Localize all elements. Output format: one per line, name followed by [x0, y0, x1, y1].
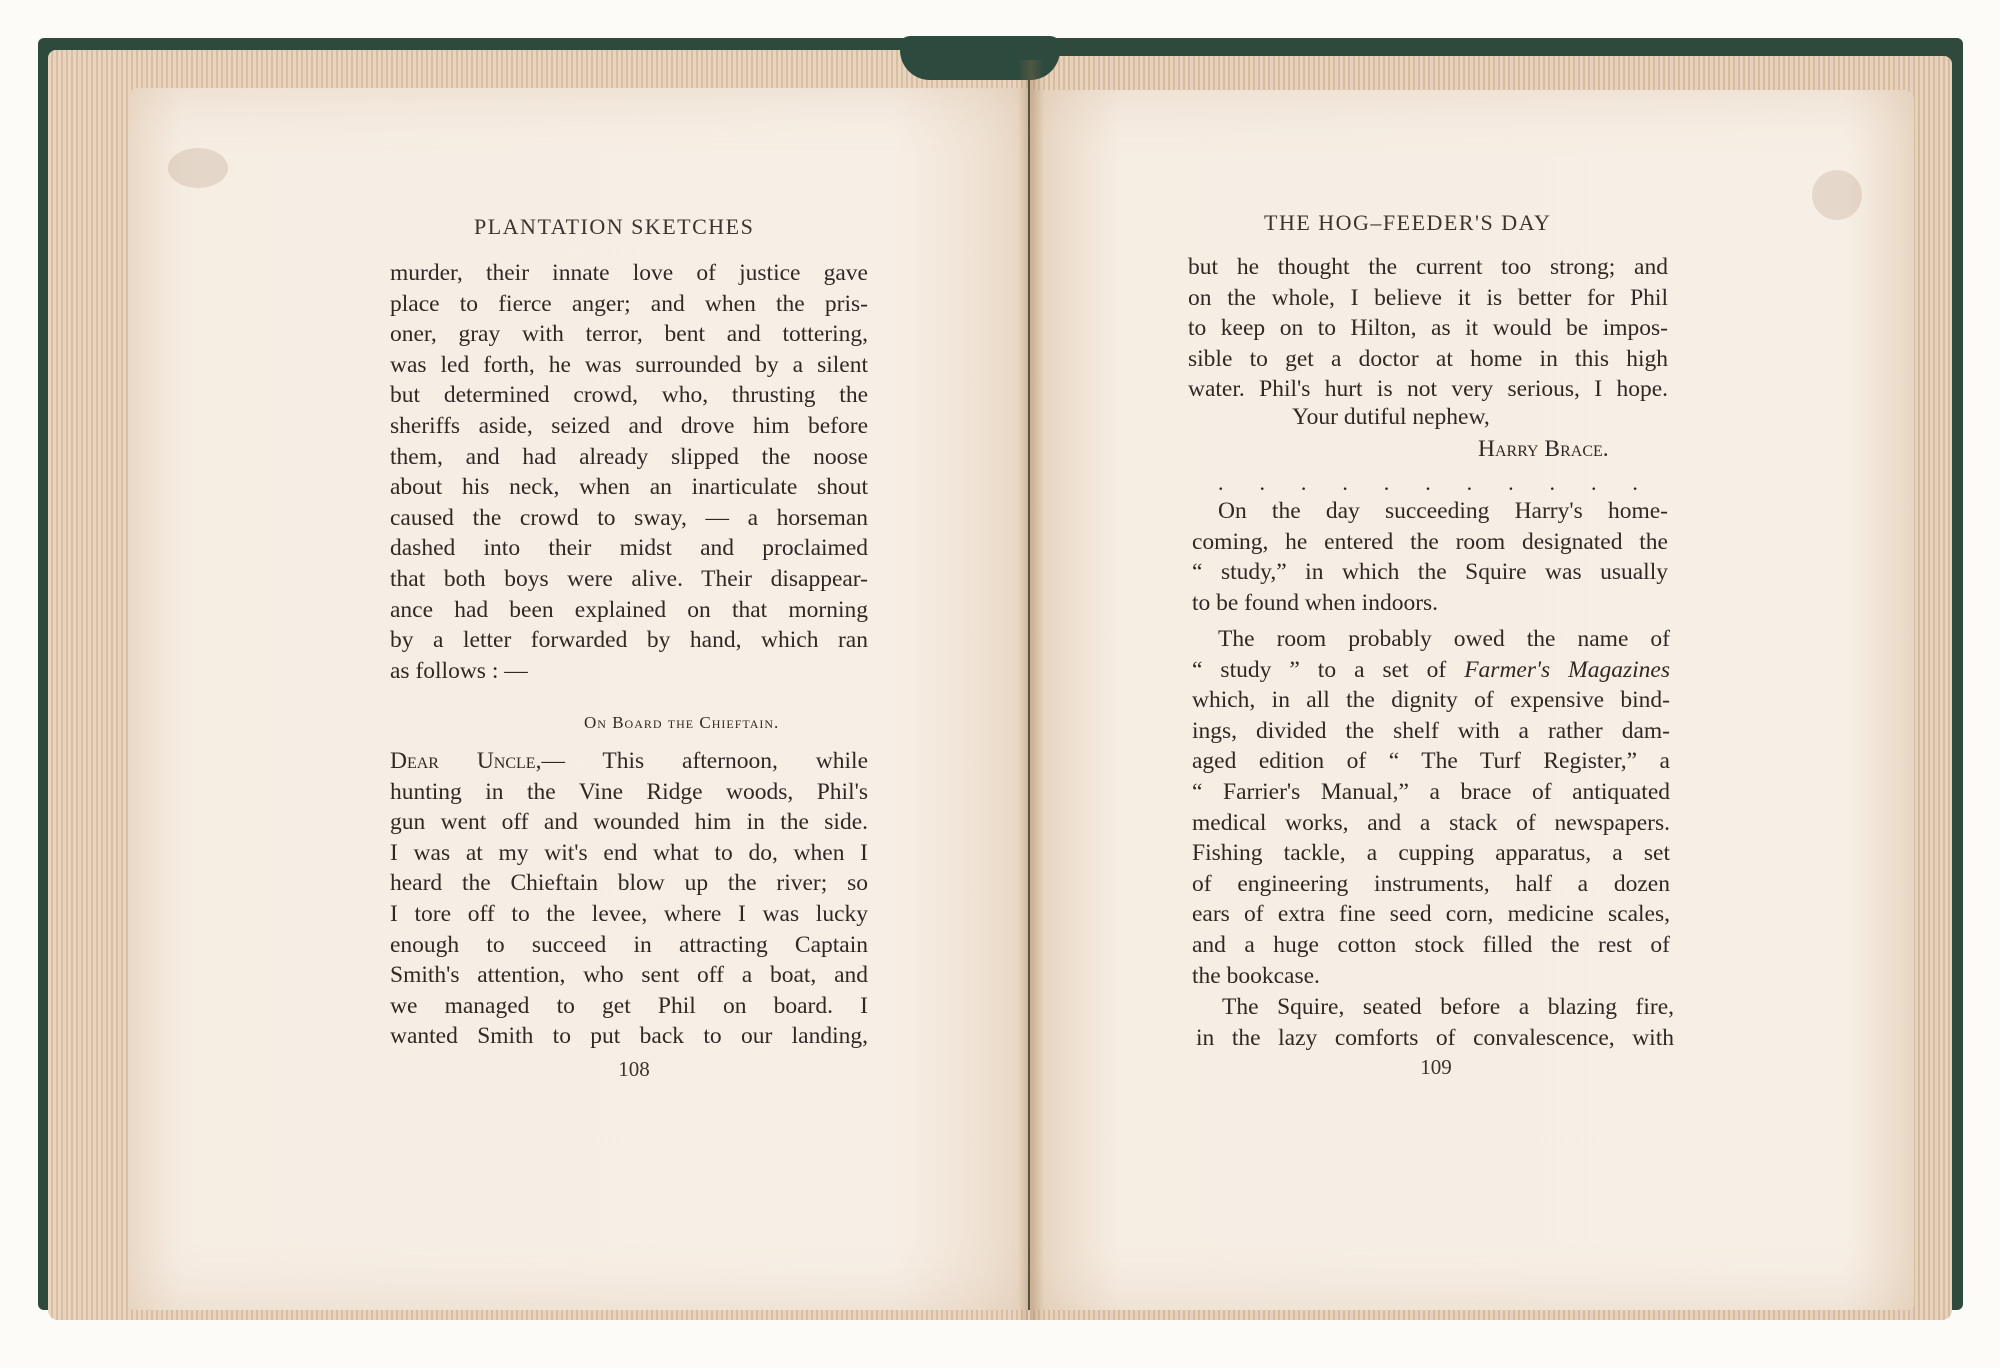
paragraph-2-line-2-text: “ study ” to a set of [1192, 656, 1447, 683]
text-line: coming, he entered the room designated the [1192, 528, 1668, 555]
text-line: medical works, and a stack of newspapers. [1192, 809, 1670, 836]
text-line: water. Phil's hurt is not very serious, I hope. [1188, 376, 1668, 403]
text-line: oner, gray with terror, bent and tottering, [390, 321, 868, 348]
text-line: to keep on to Hilton, as it would be impos- [1188, 315, 1668, 342]
text-line: on the whole, I believe it is better for Phil [1188, 284, 1668, 311]
text-line: aged edition of “ The Turf Register,” a [1192, 748, 1670, 775]
text-line: by a letter forwarded by hand, which ran [390, 627, 868, 654]
break-dot: . [1259, 470, 1265, 495]
text-line: place to fierce anger; and when the pris- [390, 290, 868, 317]
text-line: as follows : — [390, 657, 528, 684]
break-dot: . [1466, 470, 1473, 495]
letter-closing: Your dutiful nephew, [1292, 404, 1490, 430]
left-running-header: PLANTATION SKETCHES [474, 214, 755, 239]
break-dot: . [1342, 470, 1348, 495]
text-line: ings, divided the shelf with a rather dam- [1192, 717, 1670, 744]
text-line: hunting in the Vine Ridge woods, Phil's [390, 778, 868, 805]
text-line: about his neck, when an inarticulate shout [390, 474, 868, 501]
text-line: was led forth, he was surrounded by a silent [390, 351, 868, 378]
break-dot: . [1549, 470, 1555, 495]
break-dot: . [1300, 470, 1307, 495]
break-dot: . [1383, 470, 1390, 495]
text-line: “ Farrier's Manual,” a brace of antiquated [1192, 778, 1670, 805]
text-line: On the day succeeding Harry's home- [1218, 498, 1668, 524]
gutter-shadow [1018, 60, 1044, 1320]
text-line: Smith's attention, who sent off a boat, and [390, 962, 868, 989]
text-line: Fishing tackle, a cupping apparatus, a set [1192, 840, 1670, 867]
magazine-title: Farmer's Magazines [1464, 656, 1670, 683]
right-page-number: 109 [1420, 1055, 1452, 1079]
break-dot: . [1590, 470, 1597, 495]
text-line: that both boys were alive. Their disappear- [390, 565, 868, 592]
text-line: I was at my wit's end what to do, when I [390, 839, 868, 866]
text-line: and a huge cotton stock filled the rest of [1192, 931, 1670, 958]
break-dot: . [1508, 470, 1514, 495]
text-line: them, and had already slipped the noose [390, 443, 868, 470]
text-line: sheriffs aside, seized and drove him before [390, 412, 868, 439]
right-page-text-block-1 [1188, 252, 1668, 405]
left-page-text-block-1 [390, 258, 868, 686]
text-line: we managed to get Phil on board. I [390, 992, 868, 1019]
text-line: but he thought the current too strong; and [1188, 254, 1668, 280]
text-line: “ study,” in which the Squire was usually [1192, 559, 1668, 586]
text-line: caused the crowd to sway, — a horseman [390, 504, 868, 531]
paper-stain [1812, 170, 1862, 220]
text-line: gun went off and wounded him in the side. [390, 809, 868, 836]
text-line: to be found when indoors. [1192, 589, 1439, 616]
right-page-paragraph-2 [1192, 624, 1670, 991]
break-dot: . [1218, 470, 1224, 495]
left-page-number: 108 [618, 1057, 650, 1081]
paragraph-2-line-2 [1192, 655, 1670, 686]
paper-stain [168, 148, 228, 188]
text-line: murder, their innate love of justice gave [390, 260, 868, 286]
text-line: ears of extra fine seed corn, medicine scales, [1192, 901, 1670, 928]
text-line: which, in all the dignity of expensive bind- [1192, 687, 1670, 714]
text-line: heard the Chieftain blow up the river; so [390, 870, 868, 897]
break-dot: . [1425, 470, 1431, 495]
text-line: the bookcase. [1192, 962, 1320, 989]
letter-signature: Harry Brace. [1478, 436, 1609, 462]
letter-salutation: Dear Uncle, [390, 748, 542, 774]
text-line: dashed into their midst and proclaimed [390, 535, 868, 562]
text-line: ance had been explained on that morning [390, 596, 868, 623]
text-line: of engineering instruments, half a dozen [1192, 870, 1670, 897]
letter-dateline: On Board the Chieftain. [584, 713, 780, 732]
letter-first-line [390, 746, 868, 777]
letter-body [390, 777, 868, 1052]
text-line: in the lazy comforts of convalescence, with [1196, 1024, 1674, 1051]
text-line: but determined crowd, who, thrusting the [390, 382, 868, 409]
text-line: The Squire, seated before a blazing fire, [1222, 994, 1674, 1020]
left-page-text-block-2 [390, 746, 868, 1052]
right-page-paragraph-3 [1196, 992, 1674, 1053]
text-line: wanted Smith to put back to our landing, [390, 1023, 868, 1050]
break-dot: . [1632, 470, 1638, 495]
right-running-header: THE HOG–FEEDER'S DAY [1264, 210, 1552, 235]
paragraph-2-body [1192, 685, 1670, 991]
text-line: enough to succeed in attracting Captain [390, 931, 868, 958]
text-line: I tore off to the levee, where I was lucky [390, 900, 868, 927]
paragraph-2-line-1: The room probably owed the name of [1218, 626, 1670, 652]
text-line: sible to get a doctor at home in this high [1188, 345, 1668, 372]
section-break-dots [1218, 470, 1638, 496]
letter-first-line-text: — This afternoon, while [541, 748, 868, 774]
right-page-paragraph-1 [1192, 496, 1668, 618]
